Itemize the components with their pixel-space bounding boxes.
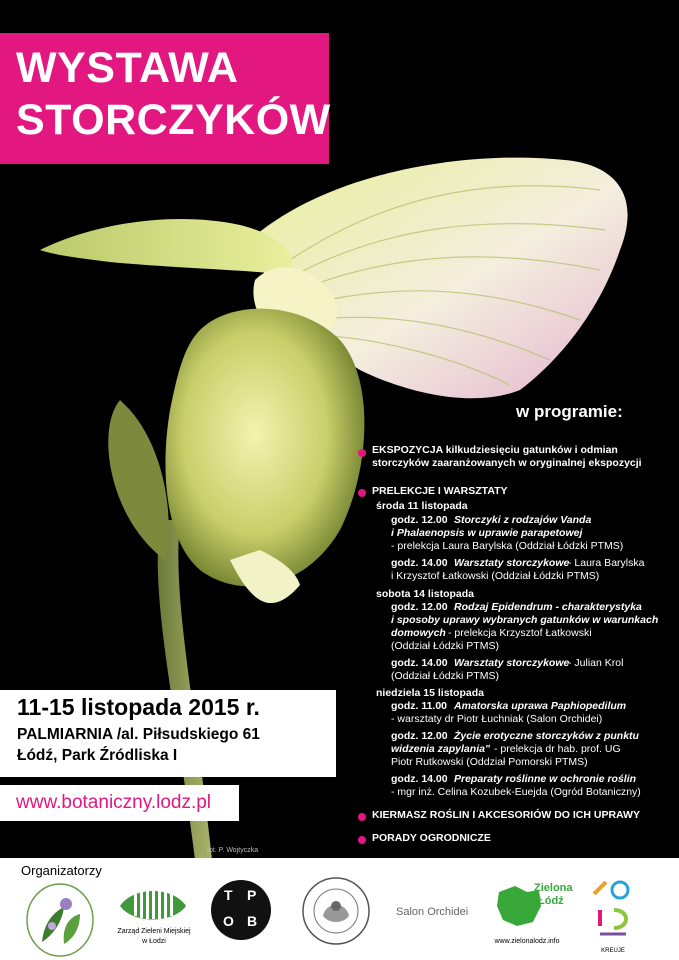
- event-dates: 11-15 listopada 2015 r.: [17, 694, 260, 720]
- zielona-lodz-word: Zielona: [534, 882, 573, 894]
- program-line: Preparaty roślinne w ochronie roślin: [454, 773, 637, 785]
- program-line: i Phalaenopsis w uprawie parapetowej: [391, 527, 583, 539]
- program-line: - Julian Krol: [568, 657, 624, 669]
- program-line: widzenia zapylania": [391, 743, 490, 755]
- program-line: PRELEKCJE I WARSZTATY: [372, 485, 508, 497]
- salon-orchidei-logo: Salon Orchidei: [396, 906, 469, 918]
- zarzad-zieleni-name: Zarząd Zieleni Miejskiej: [117, 928, 191, 935]
- bullet-icon: [358, 449, 366, 457]
- tpob-logo: [211, 880, 271, 940]
- website-box[interactable]: [0, 785, 239, 821]
- program-line: Piotr Rutkowski (Oddział Pomorski PTMS): [391, 756, 588, 768]
- program-line: Warsztaty storczykowe: [454, 657, 570, 669]
- program-line: KIERMASZ ROŚLIN I AKCESORIÓW DO ICH UPRAWY: [372, 809, 640, 821]
- program-line: Storczyki z rodzajów Vanda: [454, 514, 592, 526]
- program-line: Amatorska uprawa Paphiopedilum: [454, 700, 627, 712]
- program-line: Rodzaj Epidendrum - charakterystyka: [454, 601, 642, 613]
- program-line: Warsztaty storczykowe: [454, 557, 570, 569]
- pouch: [165, 309, 364, 587]
- program-line: - mgr inż. Celina Kozubek-Euejda (Ogród Botaniczny): [391, 786, 641, 798]
- program-day: niedziela 15 listopada: [376, 687, 484, 699]
- tpob-letter: P: [247, 887, 257, 903]
- program-line: PORADY OGRODNICZE: [372, 832, 491, 844]
- program-line: domowych: [391, 627, 446, 639]
- photo-credit: fot. P. Wojtyczka: [207, 847, 259, 854]
- tpob-letter: B: [247, 913, 258, 929]
- program-line: storczyków zaaranżowanych w oryginalnej ekspozycji: [372, 457, 642, 469]
- program-time: godz. 12.00: [391, 514, 448, 526]
- program-line: i Krzysztof Łatkowski (Oddział Łódzki PTMS): [391, 570, 600, 582]
- program-line: EKSPOZYCJA kilkudziesięciu gatunków i odmian: [372, 444, 618, 456]
- program-line: i sposoby uprawy wybranych gatunków w warunkach: [391, 614, 659, 626]
- bullet-icon: [358, 836, 366, 844]
- event-city: Łódź, Park Źródliska I: [17, 747, 178, 764]
- program-line: - prelekcja Krzysztof Łatkowski: [448, 627, 592, 639]
- program-time: godz. 12.00: [391, 730, 448, 742]
- bullet-icon: [358, 813, 366, 821]
- bract: [108, 400, 168, 560]
- zarzad-zieleni-logo: [118, 884, 188, 926]
- program-day: sobota 14 listopada: [376, 588, 475, 600]
- program-time: godz. 14.00: [391, 773, 448, 785]
- website-link[interactable]: www.botaniczny.lodz.pl: [16, 792, 212, 813]
- organizers-bar: [0, 858, 679, 960]
- title-line-2: STORCZYKÓW: [16, 96, 331, 144]
- program-line: (Oddział Łódzki PTMS): [391, 640, 499, 652]
- title-line-1: WYSTAWA: [16, 44, 239, 92]
- program-line: - prelekcja dr hab. prof. UG: [494, 743, 621, 755]
- left-petal: [40, 219, 293, 275]
- program-time: godz. 14.00: [391, 657, 448, 669]
- tpob-letter: O: [223, 913, 234, 929]
- program-time: godz. 12.00: [391, 601, 448, 613]
- lodz-kreuje-text: KREUJE: [601, 948, 625, 954]
- botanical-garden-logo: [24, 882, 96, 958]
- bullet-icon: [358, 489, 366, 497]
- program-line: - warsztaty dr Piotr Łuchniak (Salon Orchidei): [391, 713, 603, 725]
- zielona-lodz-city: Łódź: [538, 895, 564, 907]
- organizers-label: Organizatorzy: [21, 863, 102, 878]
- title-banner: [0, 33, 329, 164]
- program-day: środa 11 listopada: [376, 500, 468, 512]
- zielona-lodz-url: www.zielonalodz.info: [494, 938, 560, 945]
- program-line: Życie erotyczne storczyków z punktu: [454, 730, 639, 742]
- program-line: - prelekcja Laura Barylska (Oddział Łódzki PTMS): [391, 540, 624, 552]
- program-line: (Oddział Łódzki PTMS): [391, 670, 499, 682]
- program-time: godz. 11.00: [391, 700, 448, 712]
- program-heading: w programie:: [516, 402, 623, 421]
- lodz-kreuje-logo: [590, 876, 636, 944]
- ptms-seal-logo: [301, 876, 371, 946]
- event-venue: PALMIARNIA /al. Piłsudskiego 61: [17, 726, 260, 743]
- event-info-box: [0, 690, 336, 777]
- zarzad-zieleni-city: w Łodzi: [142, 938, 166, 945]
- program-time: godz. 14.00: [391, 557, 448, 569]
- tpob-letter: T: [224, 887, 233, 903]
- program-line: - Laura Barylska: [568, 557, 645, 569]
